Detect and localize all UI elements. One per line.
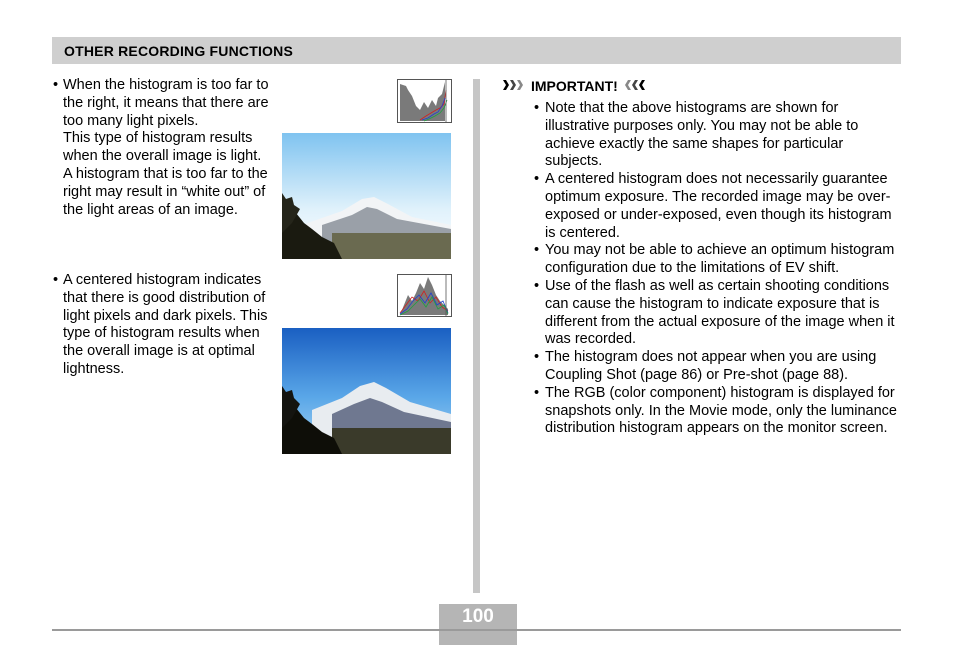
section-title: OTHER RECORDING FUNCTIONS	[64, 43, 293, 59]
bullet-dot: •	[53, 272, 59, 288]
list-item-text: Use of the flash as well as certain shooting conditions can cause the histogram to indicate exposure that is different from the actual exposure of the image when it was recorded.	[545, 277, 895, 348]
important-list	[534, 100, 901, 438]
bullet-continuation: This type of histogram results when the overall image is light. A histogram that is too far to the right may result in “white out” of the light areas of an image.	[63, 130, 268, 218]
page-number-tab	[439, 631, 517, 645]
section-header-bar	[52, 37, 901, 64]
page-number: 100	[462, 606, 494, 627]
bullet-text: A centered histogram indicates that there is good distribution of light pixels and dark pixels. This type of histogram results when the overall image is at optimal lightness.	[63, 272, 268, 377]
bullet-dot: •	[53, 77, 59, 93]
important-label: IMPORTANT!	[531, 78, 618, 94]
list-item	[534, 277, 901, 349]
list-item	[534, 242, 901, 278]
bullet-dot: •	[534, 100, 540, 116]
bullet-dot: •	[534, 242, 540, 259]
photo-overexposed-mountain	[282, 133, 451, 259]
column-divider	[473, 79, 480, 593]
bullet-dot: •	[534, 171, 540, 188]
list-item	[534, 349, 901, 385]
list-item	[534, 100, 901, 171]
histogram-image-light	[397, 79, 452, 123]
histogram-image-centered	[397, 274, 452, 317]
list-item	[534, 384, 901, 438]
list-item	[534, 171, 901, 242]
bullet-text: When the histogram is too far to the right, it means that there are too many light pixels.	[63, 77, 269, 129]
bullet-dot: •	[534, 384, 540, 401]
list-item-text: The RGB (color component) histogram is displayed for snapshots only. In the Movie mode, only the luminance distribution histogram appears on the monitor screen.	[545, 384, 897, 437]
arrow-right-marks-icon	[503, 78, 525, 94]
list-item-text: Note that the above histograms are shown for illustrative purposes only. You may not be able to achieve exactly the same shapes for particular subjects.	[545, 100, 859, 170]
list-item-text: You may not be able to achieve an optimum histogram configuration due to the limitations of EV shift.	[545, 242, 895, 277]
left-bullet-centered-histogram	[53, 272, 273, 379]
important-heading	[503, 78, 645, 94]
arrow-left-marks-icon	[623, 78, 645, 94]
left-bullet-light-histogram	[53, 77, 273, 219]
page-number-box	[439, 604, 517, 629]
bullet-dot: •	[534, 349, 540, 366]
bullet-dot: •	[534, 277, 540, 294]
photo-optimal-mountain	[282, 328, 451, 454]
list-item-text: A centered histogram does not necessarily guarantee optimum exposure. The recorded image may be over-exposed or under-exposed, even though its histogram is centered.	[545, 171, 892, 241]
list-item-text: The histogram does not appear when you are using Coupling Shot (page 86) or Pre-shot (page 88).	[545, 349, 877, 383]
